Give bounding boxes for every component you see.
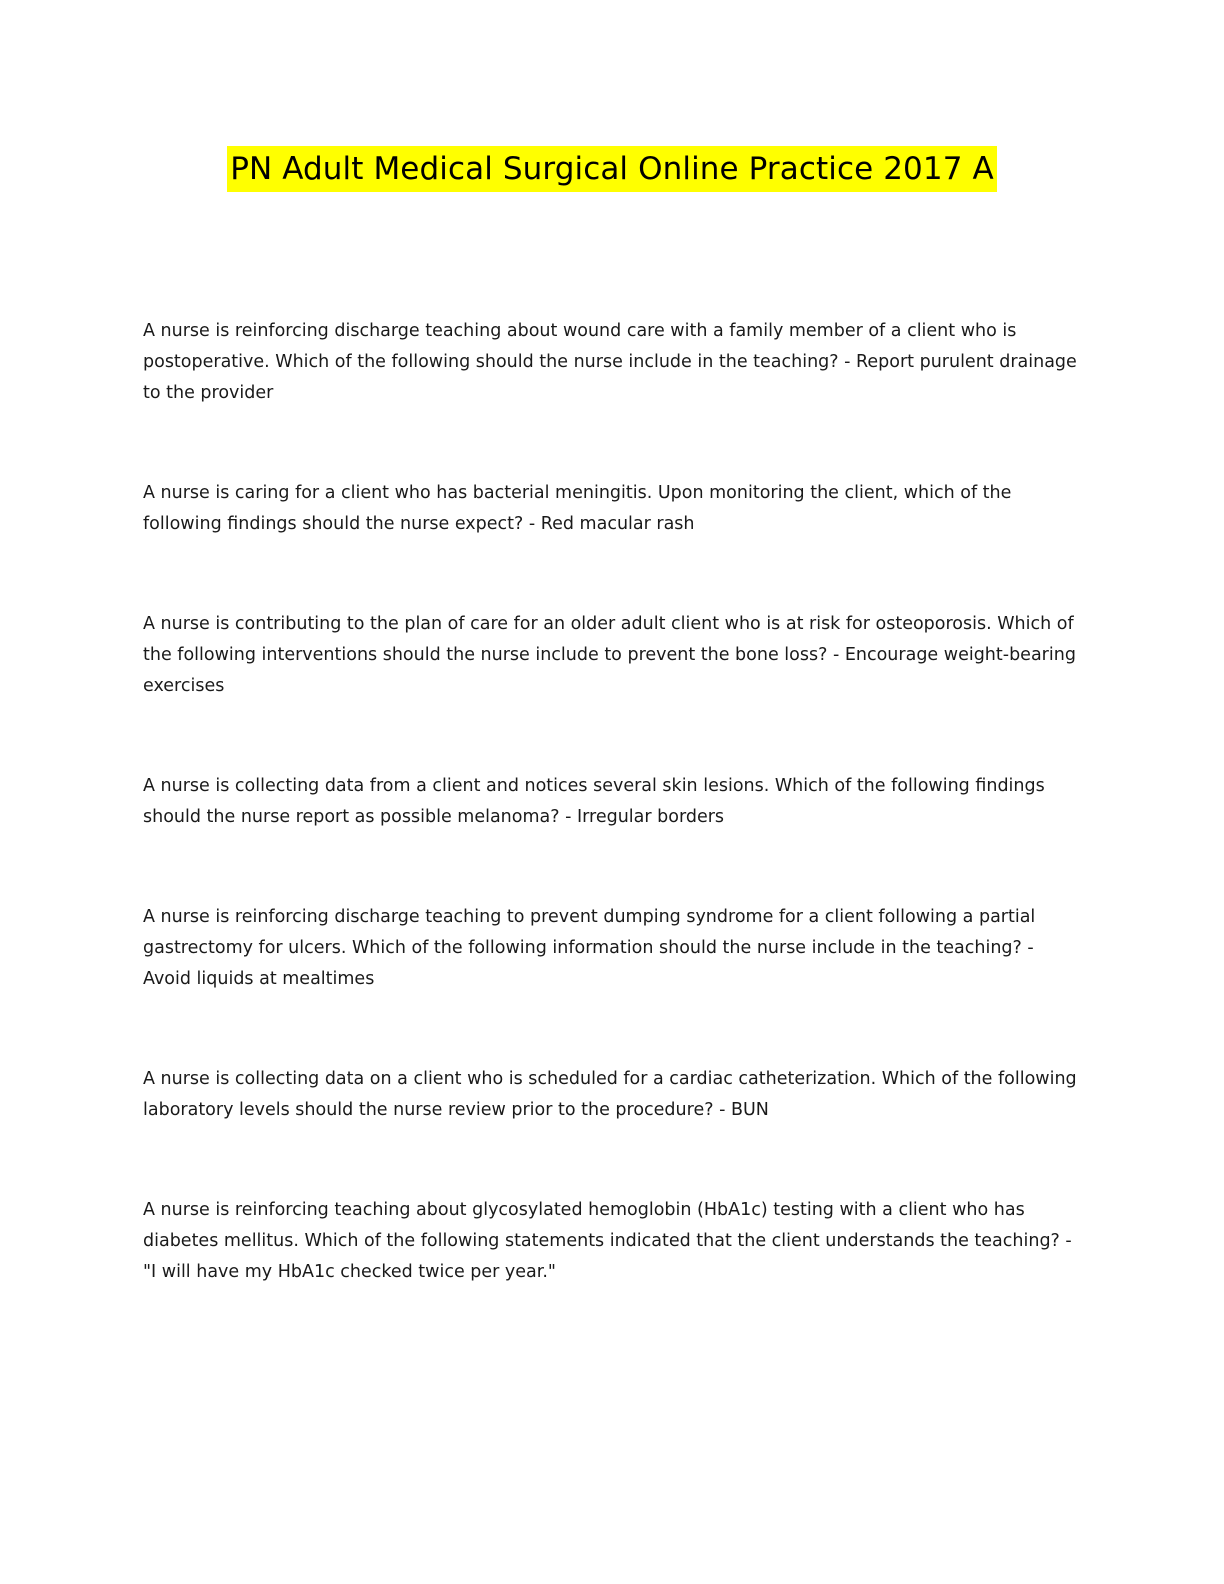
question-answer-item: A nurse is contributing to the plan of care for an older adult client who is at risk for osteoporosis. Which of the following interventions should the nurse include to prevent the bone loss? - Encourage weight-bearing exercises [143, 614, 1076, 696]
question-answer-item: A nurse is collecting data from a client and notices several skin lesions. Which of the following findings should the nurse report as possible melanoma? - Irregular borders [143, 776, 1045, 827]
title-container [0, 146, 1224, 192]
question-answer-item: A nurse is caring for a client who has bacterial meningitis. Upon monitoring the client, which of the following findings should the nurse expect? - Red macular rash [143, 483, 1012, 534]
question-answer-item: A nurse is reinforcing discharge teaching to prevent dumping syndrome for a client following a partial gastrectomy for ulcers. Which of the following information should the nurse include in the teaching? - Avoid liquids at mealtimes [143, 907, 1036, 989]
question-answer-item: A nurse is reinforcing teaching about glycosylated hemoglobin (HbA1c) testing with a client who has diabetes mellitus. Which of the following statements indicated that the client understands the teaching? - "I will have my HbA1c checked twice per year." [143, 1200, 1072, 1282]
question-answer-item: A nurse is collecting data on a client who is scheduled for a cardiac catheterization. Which of the following laboratory levels should the nurse review prior to the procedure? - BUN [143, 1069, 1077, 1120]
question-answer-item: A nurse is reinforcing discharge teaching about wound care with a family member of a client who is postoperative. Which of the following should the nurse include in the teaching? - Report purulent drainage to the provider [143, 321, 1077, 403]
document-title: PN Adult Medical Surgical Online Practice 2017 A [227, 146, 997, 192]
